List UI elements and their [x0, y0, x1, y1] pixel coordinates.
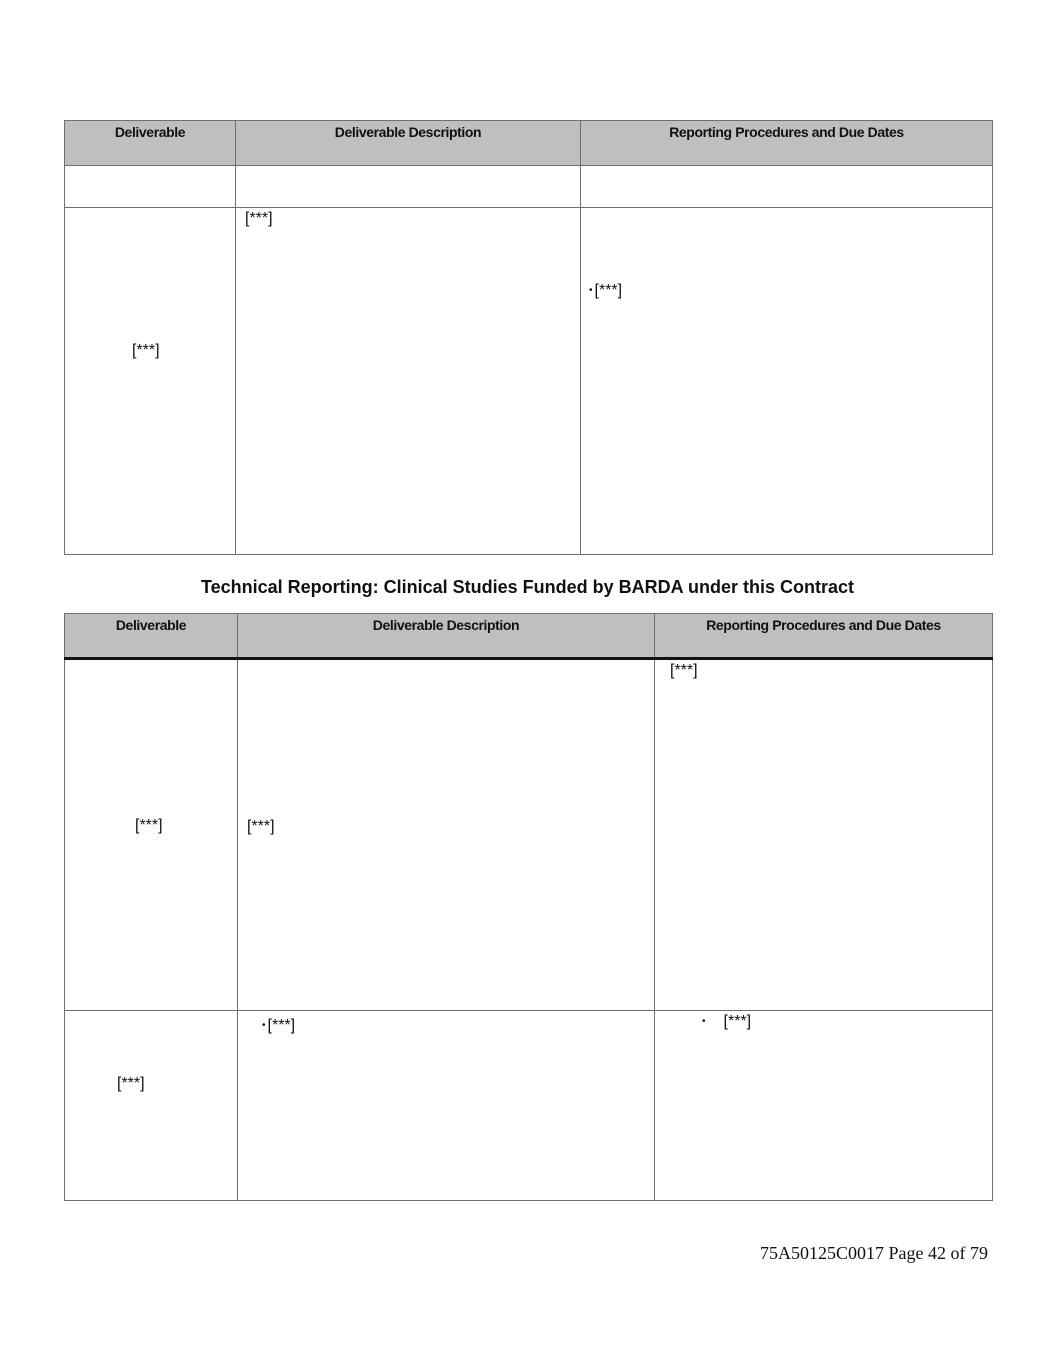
column-header-reporting: Reporting Procedures and Due Dates	[581, 121, 993, 166]
deliverable-cell	[65, 659, 238, 1011]
reporting-text: [***]	[594, 282, 623, 299]
column-header-deliverable: Deliverable	[65, 614, 238, 659]
page-footer: 75A50125C0017 Page 42 of 79	[760, 1243, 988, 1263]
reporting-cell	[581, 166, 993, 208]
table-row	[65, 659, 993, 1011]
deliverable-text: [***]	[132, 342, 160, 359]
deliverables-table-1	[64, 120, 993, 555]
description-cell	[236, 166, 581, 208]
description-cell	[238, 659, 655, 1011]
deliverable-cell	[65, 166, 236, 208]
table-row	[65, 1011, 993, 1201]
deliverable-cell	[65, 1011, 238, 1201]
bullet-icon: •	[589, 285, 593, 297]
column-header-description: Deliverable Description	[236, 121, 581, 166]
deliverable-cell	[65, 208, 236, 555]
description-text: [***]	[245, 210, 273, 227]
bullet-item	[589, 282, 622, 300]
deliverables-table-2	[64, 613, 993, 1201]
reporting-cell	[581, 208, 993, 555]
column-header-description: Deliverable Description	[238, 614, 655, 659]
description-cell	[238, 1011, 655, 1201]
table-row	[65, 166, 993, 208]
column-header-deliverable: Deliverable	[65, 121, 236, 166]
bullet-item	[702, 1013, 751, 1031]
reporting-cell	[655, 659, 993, 1011]
reporting-cell	[655, 1011, 993, 1201]
deliverable-text: [***]	[135, 817, 163, 834]
deliverable-text: [***]	[117, 1075, 145, 1092]
bullet-icon: •	[702, 1016, 706, 1028]
column-header-reporting: Reporting Procedures and Due Dates	[655, 614, 993, 659]
description-text: [***]	[267, 1017, 296, 1034]
reporting-text: [***]	[723, 1013, 752, 1030]
description-text: [***]	[247, 818, 275, 835]
section-heading: Technical Reporting: Clinical Studies Funded by BARDA under this Contract	[200, 577, 855, 597]
table-row	[65, 208, 993, 555]
reporting-text: [***]	[670, 662, 698, 679]
bullet-item	[262, 1017, 295, 1035]
description-cell	[236, 208, 581, 555]
bullet-icon: •	[262, 1020, 266, 1032]
